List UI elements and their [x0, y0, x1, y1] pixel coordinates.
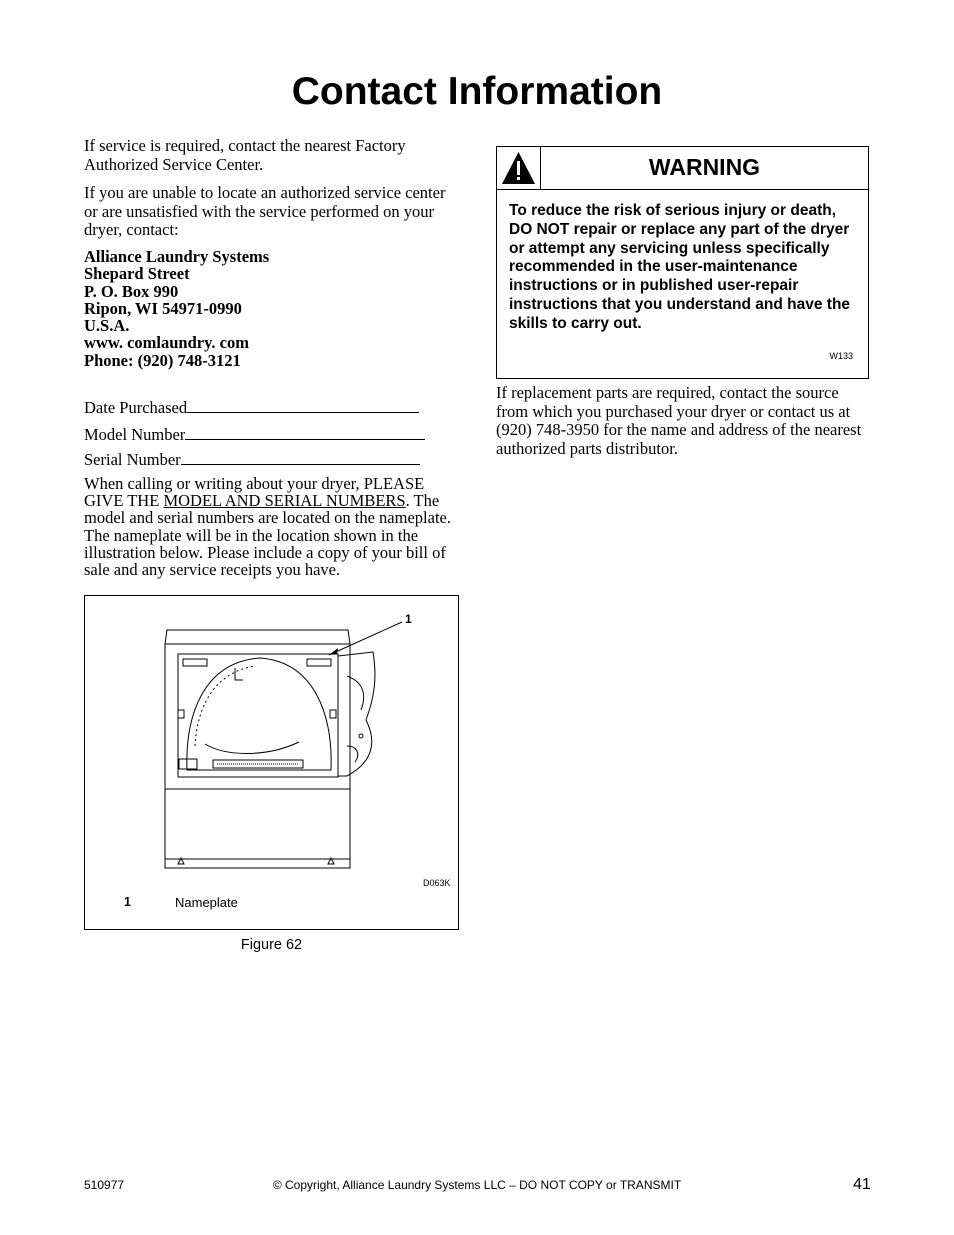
address-line: Ripon, WI 54971-0990 — [84, 298, 242, 318]
warning-text: To reduce the risk of serious injury or death, DO NOT repair or replace any part of the dryer or attempt any servicing unless specifically recommended in the user-maintenance instructions or in published user-repair instructions that you understand and have the skills to carry out. — [509, 202, 851, 332]
control-plate — [179, 759, 197, 769]
drum-baffle — [205, 742, 299, 754]
date-purchased-label: Date Purchased — [84, 398, 188, 417]
open-door — [338, 652, 375, 776]
page-number: 41 — [853, 1176, 871, 1193]
paragraph-text: When calling or writing about your dryer, PLEASE GIVE THE — [84, 474, 425, 511]
door-inner-curve — [347, 676, 364, 710]
document-number: 510977 — [84, 1178, 125, 1192]
website-line: www. comlaundry. com — [84, 333, 249, 353]
model-serial-paragraph — [84, 475, 460, 578]
nameplate-figure — [84, 595, 459, 930]
date-purchased-blank — [187, 398, 419, 413]
page-title: Contact Information — [291, 70, 663, 113]
callout-number: 1 — [405, 612, 412, 626]
callout-arrowhead — [329, 648, 338, 655]
figure-caption: Figure 62 — [240, 937, 303, 953]
service-paragraph: If service is required, contact the nearest Factory Authorized Service Center. — [84, 136, 406, 174]
copyright-notice: © Copyright, Alliance Laundry Systems LLC – DO NOT COPY or TRANSMIT — [272, 1178, 682, 1192]
hinge-right — [330, 710, 336, 718]
legend-number: 1 — [124, 895, 131, 909]
address-line: U.S.A. — [84, 316, 130, 336]
model-number-blank — [185, 425, 425, 440]
door-handle — [347, 746, 358, 762]
serial-number-field — [84, 450, 420, 470]
warning-header — [497, 147, 868, 190]
paragraph-text: . The model and serial numbers are located on the nameplate. The nameplate will be in the location shown in the illustration below. Please include a copy of your bill of sale and any service receipts you have. — [84, 491, 451, 580]
warning-code: W133 — [829, 351, 853, 361]
serial-number-label: Serial Number — [84, 450, 181, 469]
warning-triangle-icon — [497, 147, 540, 189]
drum-vane — [235, 668, 243, 680]
warning-title: WARNING — [648, 154, 761, 180]
warning-icon-cell — [497, 147, 541, 189]
model-number-field — [84, 425, 425, 445]
replacement-parts-paragraph: If replacement parts are required, contact the source from which you purchased your dryer or contact us at (920) 748-3950 for the name and address of the nearest authorized parts distributor. — [496, 383, 862, 459]
nameplate-target — [307, 659, 331, 666]
label-plate-left — [183, 659, 207, 666]
drum-detail — [195, 666, 255, 746]
serial-number-blank — [181, 450, 420, 465]
model-serial-emphasis: MODEL AND SERIAL NUMBERS — [163, 491, 406, 511]
door-latch — [359, 734, 363, 738]
address-line: P. O. Box 990 — [84, 281, 179, 301]
callout-leader — [329, 622, 402, 655]
door-opening — [178, 654, 338, 777]
date-purchased-field — [84, 398, 419, 418]
address-line: Shepard Street — [84, 264, 190, 284]
dryer-cabinet — [165, 644, 350, 868]
contact-address — [84, 248, 269, 369]
figure-code: D063K — [423, 878, 451, 888]
address-line: Alliance Laundry Systems — [84, 247, 270, 266]
model-number-label: Model Number — [84, 425, 186, 444]
warning-box — [496, 146, 869, 379]
phone-line: Phone: (920) 748-3121 — [84, 350, 241, 370]
legend-label: Nameplate — [175, 895, 238, 910]
dryer-illustration — [85, 596, 458, 929]
dryer-top-panel — [165, 630, 350, 644]
unable-paragraph: If you are unable to locate an authorized service center or are unsatisfied with the service performed on your dryer, contact: — [84, 183, 446, 239]
hinge-left — [178, 710, 184, 718]
